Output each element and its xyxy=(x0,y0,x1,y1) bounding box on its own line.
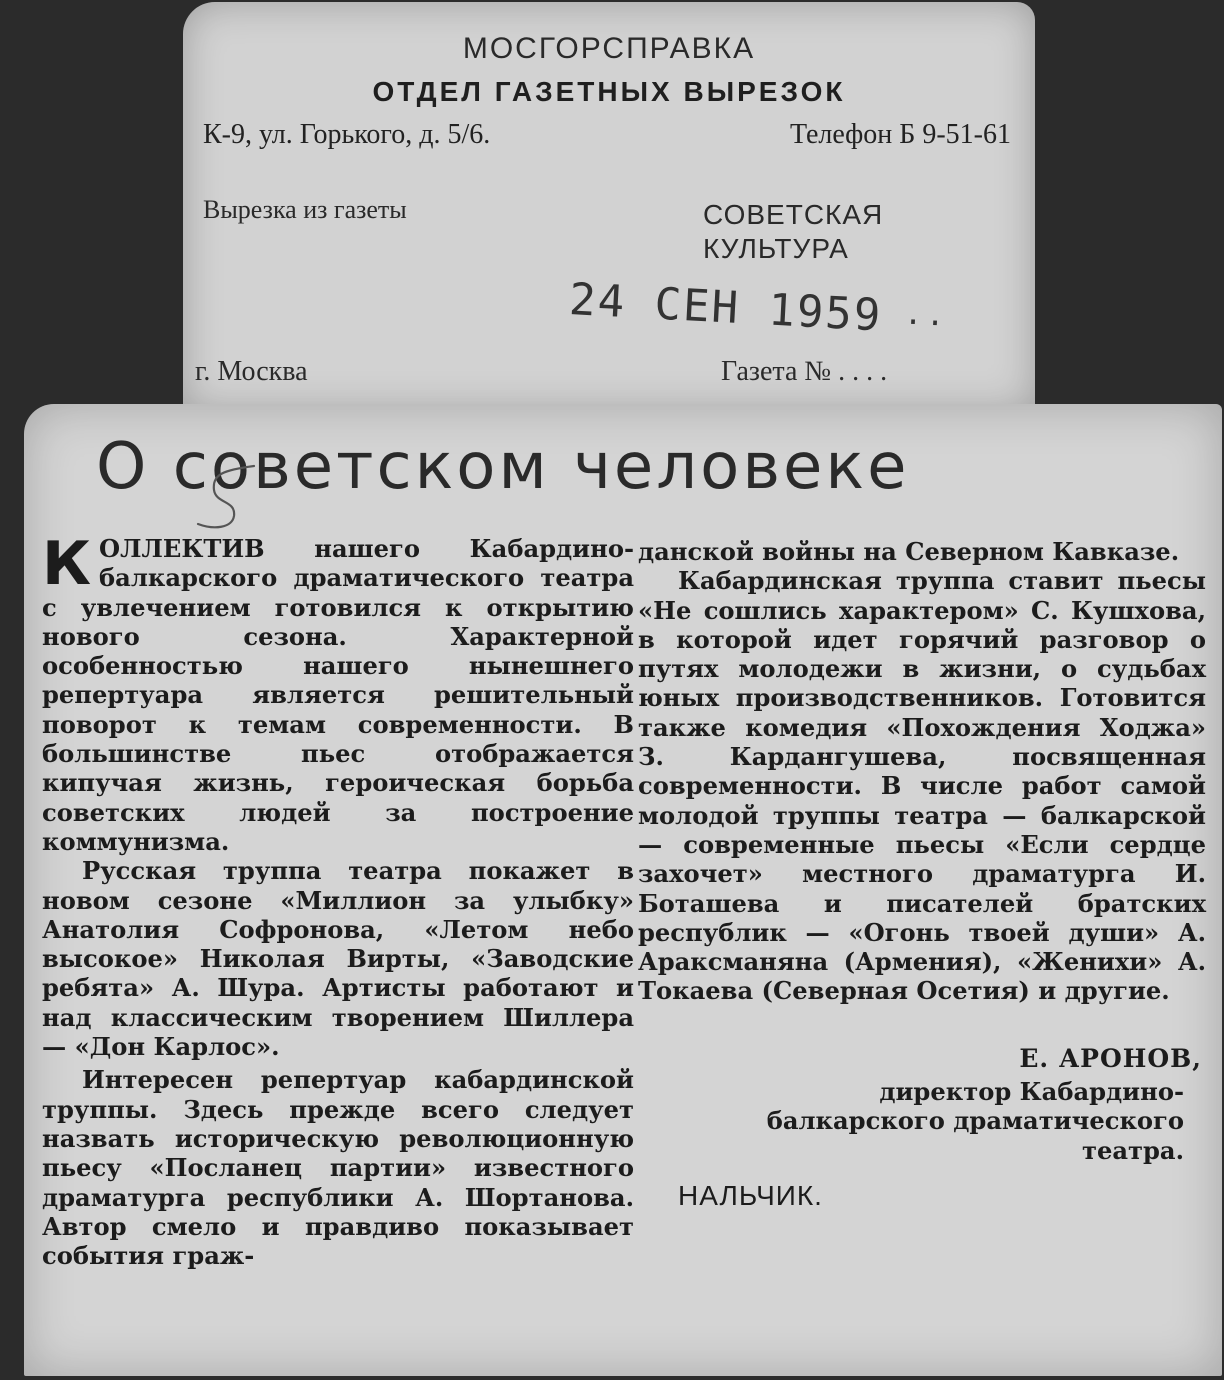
article-column-right xyxy=(638,537,1206,1210)
agency-phone: Телефон Б 9-51-61 xyxy=(789,119,1011,150)
date-stamp-dots: ·· xyxy=(881,303,949,342)
clipping-service-label xyxy=(183,2,1035,412)
article-paragraph: Русская труппа театра покажет в новом сезоне «Миллион за улыбку» Анатолия Софронова, «Летом небо высокое» Николая Вирты, «Заводские ребята» А. Шура. Артисты работают и над классическим творением Шиллера — «Дон Карлос». xyxy=(42,856,634,1062)
newspaper-name-line-1: СОВЕТСКАЯ xyxy=(703,199,884,230)
article-paragraph-text: ОЛЛЕКТИВ нашего Кабардино-балкарского драматического театра с увлечением готовился к открытию нового сезона. Характерной особенностью нашего нынешнего репертуара является решительный поворот к темам современности. В большинстве пьес отображается кипучая жизнь, героическая борьба советских людей за построение коммунизма. xyxy=(42,534,634,856)
article-clipping xyxy=(24,404,1222,1376)
article-paragraph xyxy=(42,529,634,856)
newspaper-name xyxy=(703,198,883,266)
agency-name: МОСГОРСПРАВКА xyxy=(462,32,756,65)
newspaper-name-line-2: КУЛЬТУРА xyxy=(703,233,849,264)
newspaper-number-text: Газета № xyxy=(721,356,832,387)
article-paragraph: данской войны на Северном Кавказе. xyxy=(638,537,1180,566)
author-position xyxy=(638,1077,1206,1165)
author-name: Е. АРОНОВ, xyxy=(1019,1043,1202,1073)
newspaper-number-label xyxy=(721,356,887,388)
dateline: НАЛЬЧИК. xyxy=(678,1179,823,1211)
article-paragraph: Кабардинская труппа ставит пьесы «Не сошлись характером» С. Кушхова, в которой идет горячий разговор о путях молодежи в жизни, о судьбах юных производственников. Готовится также комедия «Похождения Ходжа» З. Кардангушева, посвященная современности. В числе работ самой молодой труппы театра — балкарской — современные пьесы «Если сердце захочет» местного драматурга И. Боташева и писателей братских республик — «Огонь твоей души» А. Араксманяна (Армения), «Женихи» А. Токаева (Северная Осетия) и другие. xyxy=(638,566,1206,1006)
article-title: О советском человеке xyxy=(96,430,910,504)
department-name: ОТДЕЛ ГАЗЕТНЫХ ВЫРЕЗОК xyxy=(372,76,846,107)
author-position-line: балкарского драматического xyxy=(766,1106,1184,1136)
author-position-line: директор Кабардино- xyxy=(879,1077,1184,1107)
date-stamp-text: 24 СЕН 1959 xyxy=(567,274,884,342)
drop-cap: К xyxy=(42,529,92,599)
date-stamp xyxy=(568,274,950,345)
author-position-line: театра. xyxy=(1081,1135,1184,1165)
article-paragraph: Интересен репертуар кабардинской труппы. Здесь прежде всего следует назвать историческую революционную пьесу «Посланец партии» известного драматурга республики А. Шортанова. Автор смело и правдиво показывает события граж- xyxy=(42,1065,634,1271)
clip-label: Вырезка из газеты xyxy=(203,195,407,224)
city-label: г. Москва xyxy=(195,356,308,387)
agency-address: К-9, ул. Горького, д. 5/6. xyxy=(203,119,491,150)
article-column-left xyxy=(42,529,634,1271)
newspaper-number-blank: . . . . xyxy=(838,356,888,387)
